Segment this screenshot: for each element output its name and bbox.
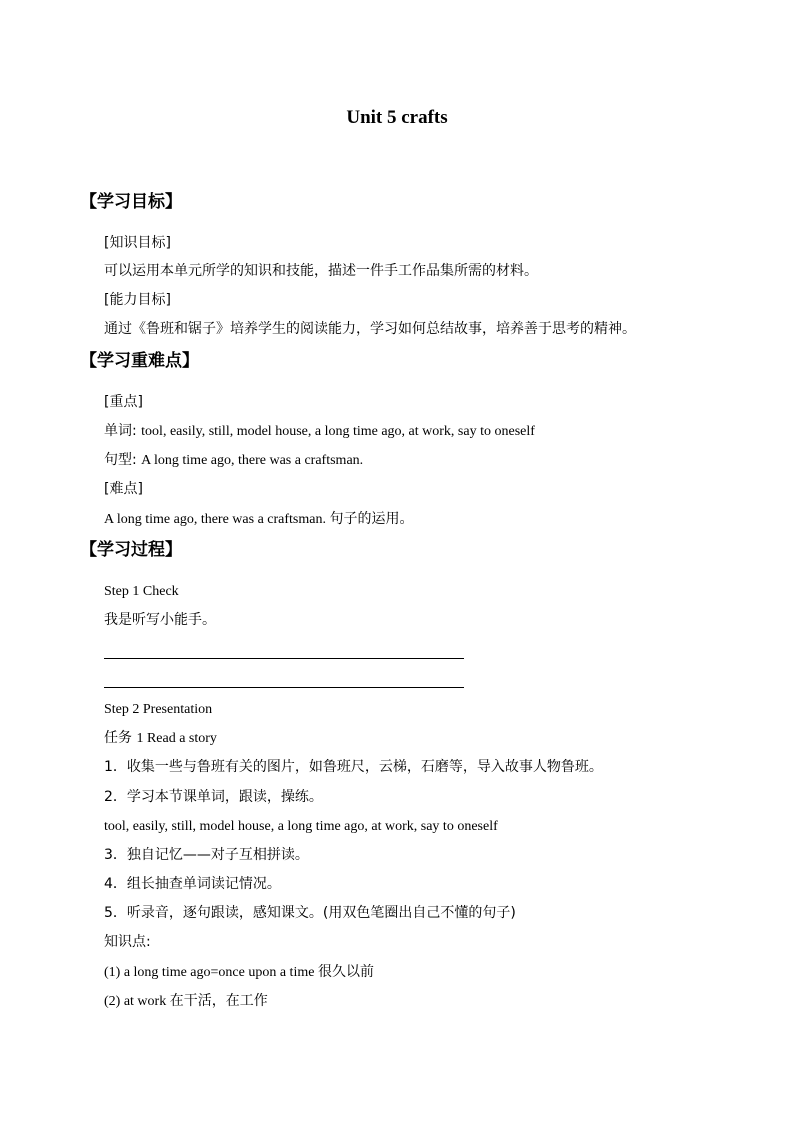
ability-objective-label: [能力目标] — [104, 292, 171, 308]
difficulty-line — [104, 509, 413, 530]
step1-task: 我是听写小能手。 — [104, 612, 216, 628]
difficulty-label: [难点] — [104, 481, 143, 497]
step2-title: Step 2 Presentation — [104, 702, 213, 717]
process-item-3: 3．独自记忆——对子互相拼读。 — [104, 847, 309, 863]
document-title: Unit 5 crafts — [346, 107, 448, 128]
process-item-5 — [104, 903, 516, 924]
heading-process: 【学习过程】 — [80, 540, 182, 560]
dictation-blank-line-1[interactable] — [104, 658, 464, 659]
heading-objectives: 【学习目标】 — [80, 192, 182, 212]
sentence-prefix: 句型: — [104, 452, 142, 468]
words-prefix: 单词: — [104, 423, 142, 439]
knowledge-objective-label: [知识目标] — [104, 235, 171, 251]
knowledge-points-label: 知识点: — [104, 934, 151, 950]
point2-phrase: (2) at work — [104, 994, 170, 1009]
words-list: tool, easily, still, model house, a long time ago, at work, say to oneself — [141, 424, 535, 439]
task1-title: 1 Read a story — [136, 731, 217, 746]
focus-words-line — [104, 421, 535, 442]
item5-note: (用双色笔圈出自己不懂的句子) — [322, 905, 516, 921]
task1-line — [104, 728, 217, 749]
task1-prefix: 任务 — [104, 730, 137, 746]
process-item-1: 1．收集一些与鲁班有关的图片，如鲁班尺，云梯，石磨等，导入故事人物鲁班。 — [104, 759, 603, 775]
step1-title: Step 1 Check — [104, 584, 179, 599]
heading-key-points: 【学习重难点】 — [80, 351, 199, 371]
knowledge-objective-text: 可以运用本单元所学的知识和技能，描述一件手工作品集所需的材料。 — [104, 263, 538, 279]
point1-meaning: 很久以前 — [317, 964, 374, 980]
item5-text: 5．听录音，逐句跟读，感知课文。 — [104, 905, 323, 921]
focus-sentence-line — [104, 450, 363, 471]
knowledge-point-1 — [104, 962, 374, 983]
sentence-pattern: A long time ago, there was a craftsman. — [141, 453, 364, 468]
focus-label: [重点] — [104, 394, 143, 410]
knowledge-point-2 — [104, 991, 268, 1012]
ability-objective-text: 通过《鲁班和锯子》培养学生的阅读能力，学习如何总结故事，培养善于思考的精神。 — [104, 321, 636, 337]
process-item-4: 4．组长抽查单词读记情况。 — [104, 876, 281, 892]
vocab-line: tool, easily, still, model house, a long time ago, at work, say to oneself — [104, 819, 498, 834]
difficulty-note: 句子的运用。 — [329, 511, 414, 527]
point2-meaning: 在干活，在工作 — [169, 993, 268, 1009]
dictation-blank-line-2[interactable] — [104, 687, 464, 688]
process-item-2: 2．学习本节课单词，跟读，操练。 — [104, 789, 323, 805]
point1-phrase: (1) a long time ago=once upon a time — [104, 965, 318, 980]
difficulty-sentence: A long time ago, there was a craftsman. — [104, 512, 330, 527]
